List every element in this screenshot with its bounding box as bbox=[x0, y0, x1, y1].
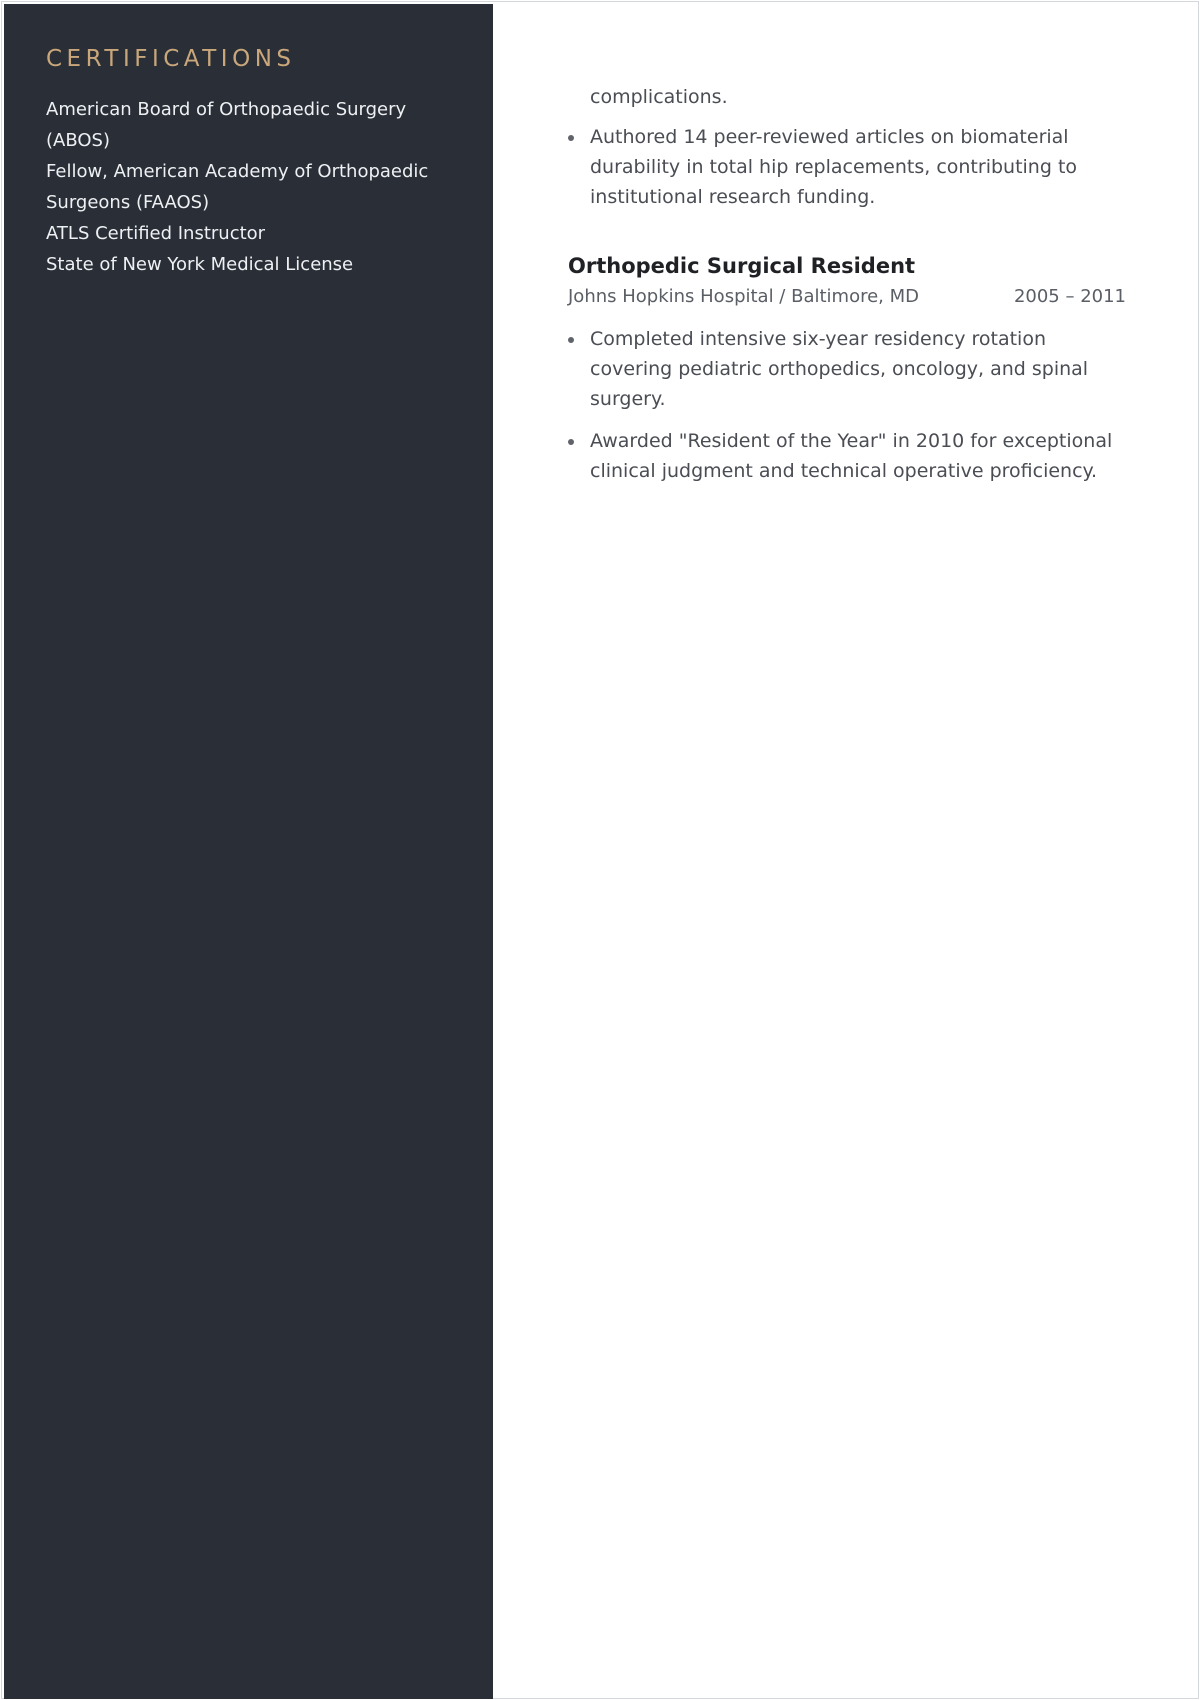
certifications-list bbox=[46, 94, 466, 280]
job-dates: 2005 – 2011 bbox=[1013, 286, 1126, 307]
job-title: Orthopedic Surgical Resident bbox=[568, 254, 916, 278]
job-organization: Johns Hopkins Hospital / Baltimore, MD bbox=[568, 286, 919, 307]
job-entry bbox=[568, 252, 1128, 486]
certification-item: ATLS Certified Instructor bbox=[46, 223, 266, 244]
bullet-text: Completed intensive six-year residency rotation covering pediatric orthopedics, oncology, and spinal surgery. bbox=[590, 328, 1089, 410]
certification-item: Fellow, American Academy of Orthopaedic Surgeons (FAAOS) bbox=[46, 161, 429, 213]
resume-page bbox=[1, 1, 1199, 1699]
bullet-item bbox=[568, 324, 1128, 414]
certifications-heading: CERTIFICATIONS bbox=[46, 46, 296, 72]
experience-section bbox=[568, 82, 1128, 486]
certification-item: State of New York Medical License bbox=[46, 254, 354, 275]
continued-bullet-text: complications. bbox=[590, 86, 728, 108]
bullet-dot-icon bbox=[568, 135, 574, 141]
bullet-item bbox=[568, 122, 1128, 212]
bullet-dot-icon bbox=[568, 439, 574, 445]
sidebar bbox=[4, 4, 493, 1699]
certification-item: American Board of Orthopaedic Surgery (ABOS) bbox=[46, 99, 407, 151]
bullet-text: Awarded "Resident of the Year" in 2010 for exceptional clinical judgment and technical operative proficiency. bbox=[590, 430, 1113, 482]
bullet-dot-icon bbox=[568, 337, 574, 343]
bullet-text: Authored 14 peer-reviewed articles on biomaterial durability in total hip replacements, contributing to institutional research funding. bbox=[590, 126, 1078, 208]
previous-job-bullets bbox=[568, 122, 1128, 212]
job-bullets bbox=[568, 324, 1128, 486]
job-meta bbox=[568, 284, 1126, 310]
bullet-item bbox=[568, 426, 1128, 486]
